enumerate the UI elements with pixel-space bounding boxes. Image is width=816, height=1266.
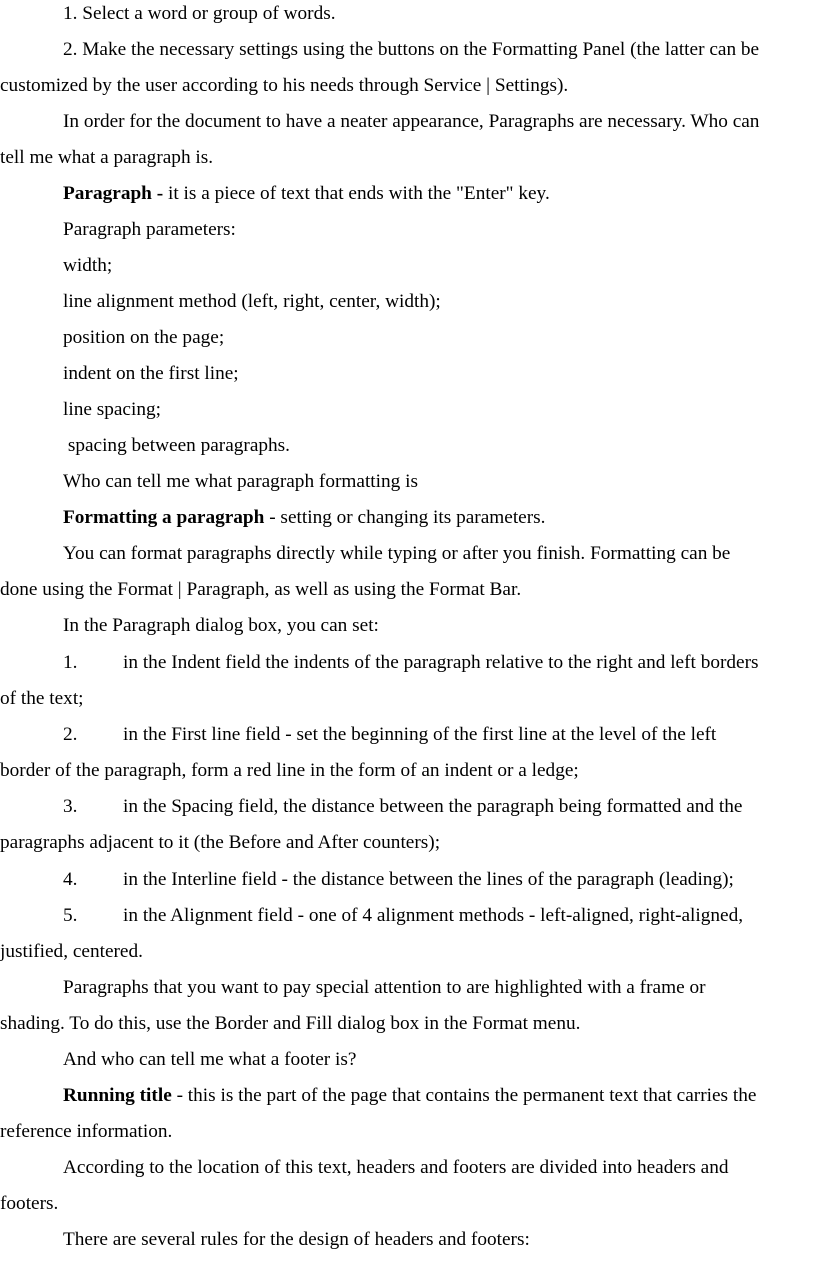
- list-item-text: in the Alignment field - one of 4 alignment methods - left-aligned, right-aligned,: [123, 905, 744, 926]
- step-2-line-1: 2. Make the necessary settings using the buttons on the Formatting Panel (the latter can be: [63, 39, 760, 60]
- list-number: 3.: [63, 796, 78, 817]
- running-title-definition: [63, 1084, 756, 1108]
- highlight-paragraph-line-2: shading. To do this, use the Border and Fill dialog box in the Format menu.: [0, 1013, 581, 1034]
- definition-text: - setting or changing its parameters.: [264, 507, 546, 528]
- list-item-text: in the Indent field the indents of the paragraph relative to the right and left borders: [123, 652, 759, 673]
- list-number: 1.: [63, 652, 78, 673]
- highlight-paragraph-line-1: Paragraphs that you want to pay special attention to are highlighted with a frame or: [63, 977, 706, 998]
- paragraph-intro-line-2: tell me what a paragraph is.: [0, 147, 214, 168]
- param-item: indent on the first line;: [63, 363, 239, 384]
- list-number: 2.: [63, 724, 78, 745]
- param-item: width;: [63, 255, 113, 276]
- list-number: 4.: [63, 869, 78, 890]
- dialog-intro: In the Paragraph dialog box, you can set:: [63, 615, 379, 636]
- list-item-continuation: paragraphs adjacent to it (the Before and After counters);: [0, 832, 441, 853]
- list-number: 5.: [63, 905, 78, 926]
- question-formatting: Who can tell me what paragraph formatting is: [63, 471, 418, 492]
- running-title-definition-line-2: reference information.: [0, 1121, 173, 1142]
- format-paragraph-line-2: done using the Format | Paragraph, as well as using the Format Bar.: [0, 579, 522, 600]
- step-2-line-2: customized by the user according to his needs through Service | Settings).: [0, 75, 569, 96]
- list-item-continuation: of the text;: [0, 688, 84, 709]
- list-item-continuation: border of the paragraph, form a red line in the form of an indent or a ledge;: [0, 760, 579, 781]
- param-item: line alignment method (left, right, center, width);: [63, 291, 441, 312]
- definition-text: - this is the part of the page that contains the permanent text that carries the: [171, 1085, 757, 1106]
- list-item-text: in the Spacing field, the distance between the paragraph being formatted and the: [123, 796, 743, 817]
- list-item-text: in the Interline field - the distance between the lines of the paragraph (leading);: [123, 869, 734, 890]
- headers-footers-line-2: footers.: [0, 1193, 59, 1214]
- definition-text: it is a piece of text that ends with the "Enter" key.: [163, 183, 550, 204]
- paragraph-definition: [63, 182, 550, 206]
- rules-intro: There are several rules for the design of headers and footers:: [63, 1229, 530, 1250]
- list-item-text: in the First line field - set the beginning of the first line at the level of the left: [123, 724, 717, 745]
- param-item: position on the page;: [63, 327, 225, 348]
- params-title: Paragraph parameters:: [63, 219, 236, 240]
- paragraph-intro-line-1: In order for the document to have a neater appearance, Paragraphs are necessary. Who can: [63, 111, 760, 132]
- definition-term: Formatting a paragraph: [63, 507, 265, 528]
- param-item: line spacing;: [63, 399, 161, 420]
- param-item: spacing between paragraphs.: [63, 435, 290, 456]
- headers-footers-line-1: According to the location of this text, headers and footers are divided into headers and: [63, 1157, 729, 1178]
- step-1: 1. Select a word or group of words.: [63, 3, 336, 24]
- format-paragraph-line-1: You can format paragraphs directly while typing or after you finish. Formatting can be: [63, 543, 731, 564]
- list-item-continuation: justified, centered.: [0, 941, 143, 962]
- formatting-definition: [63, 506, 545, 530]
- definition-term: Running title: [63, 1085, 172, 1106]
- question-footer: And who can tell me what a footer is?: [63, 1049, 357, 1070]
- definition-term: Paragraph -: [63, 183, 164, 204]
